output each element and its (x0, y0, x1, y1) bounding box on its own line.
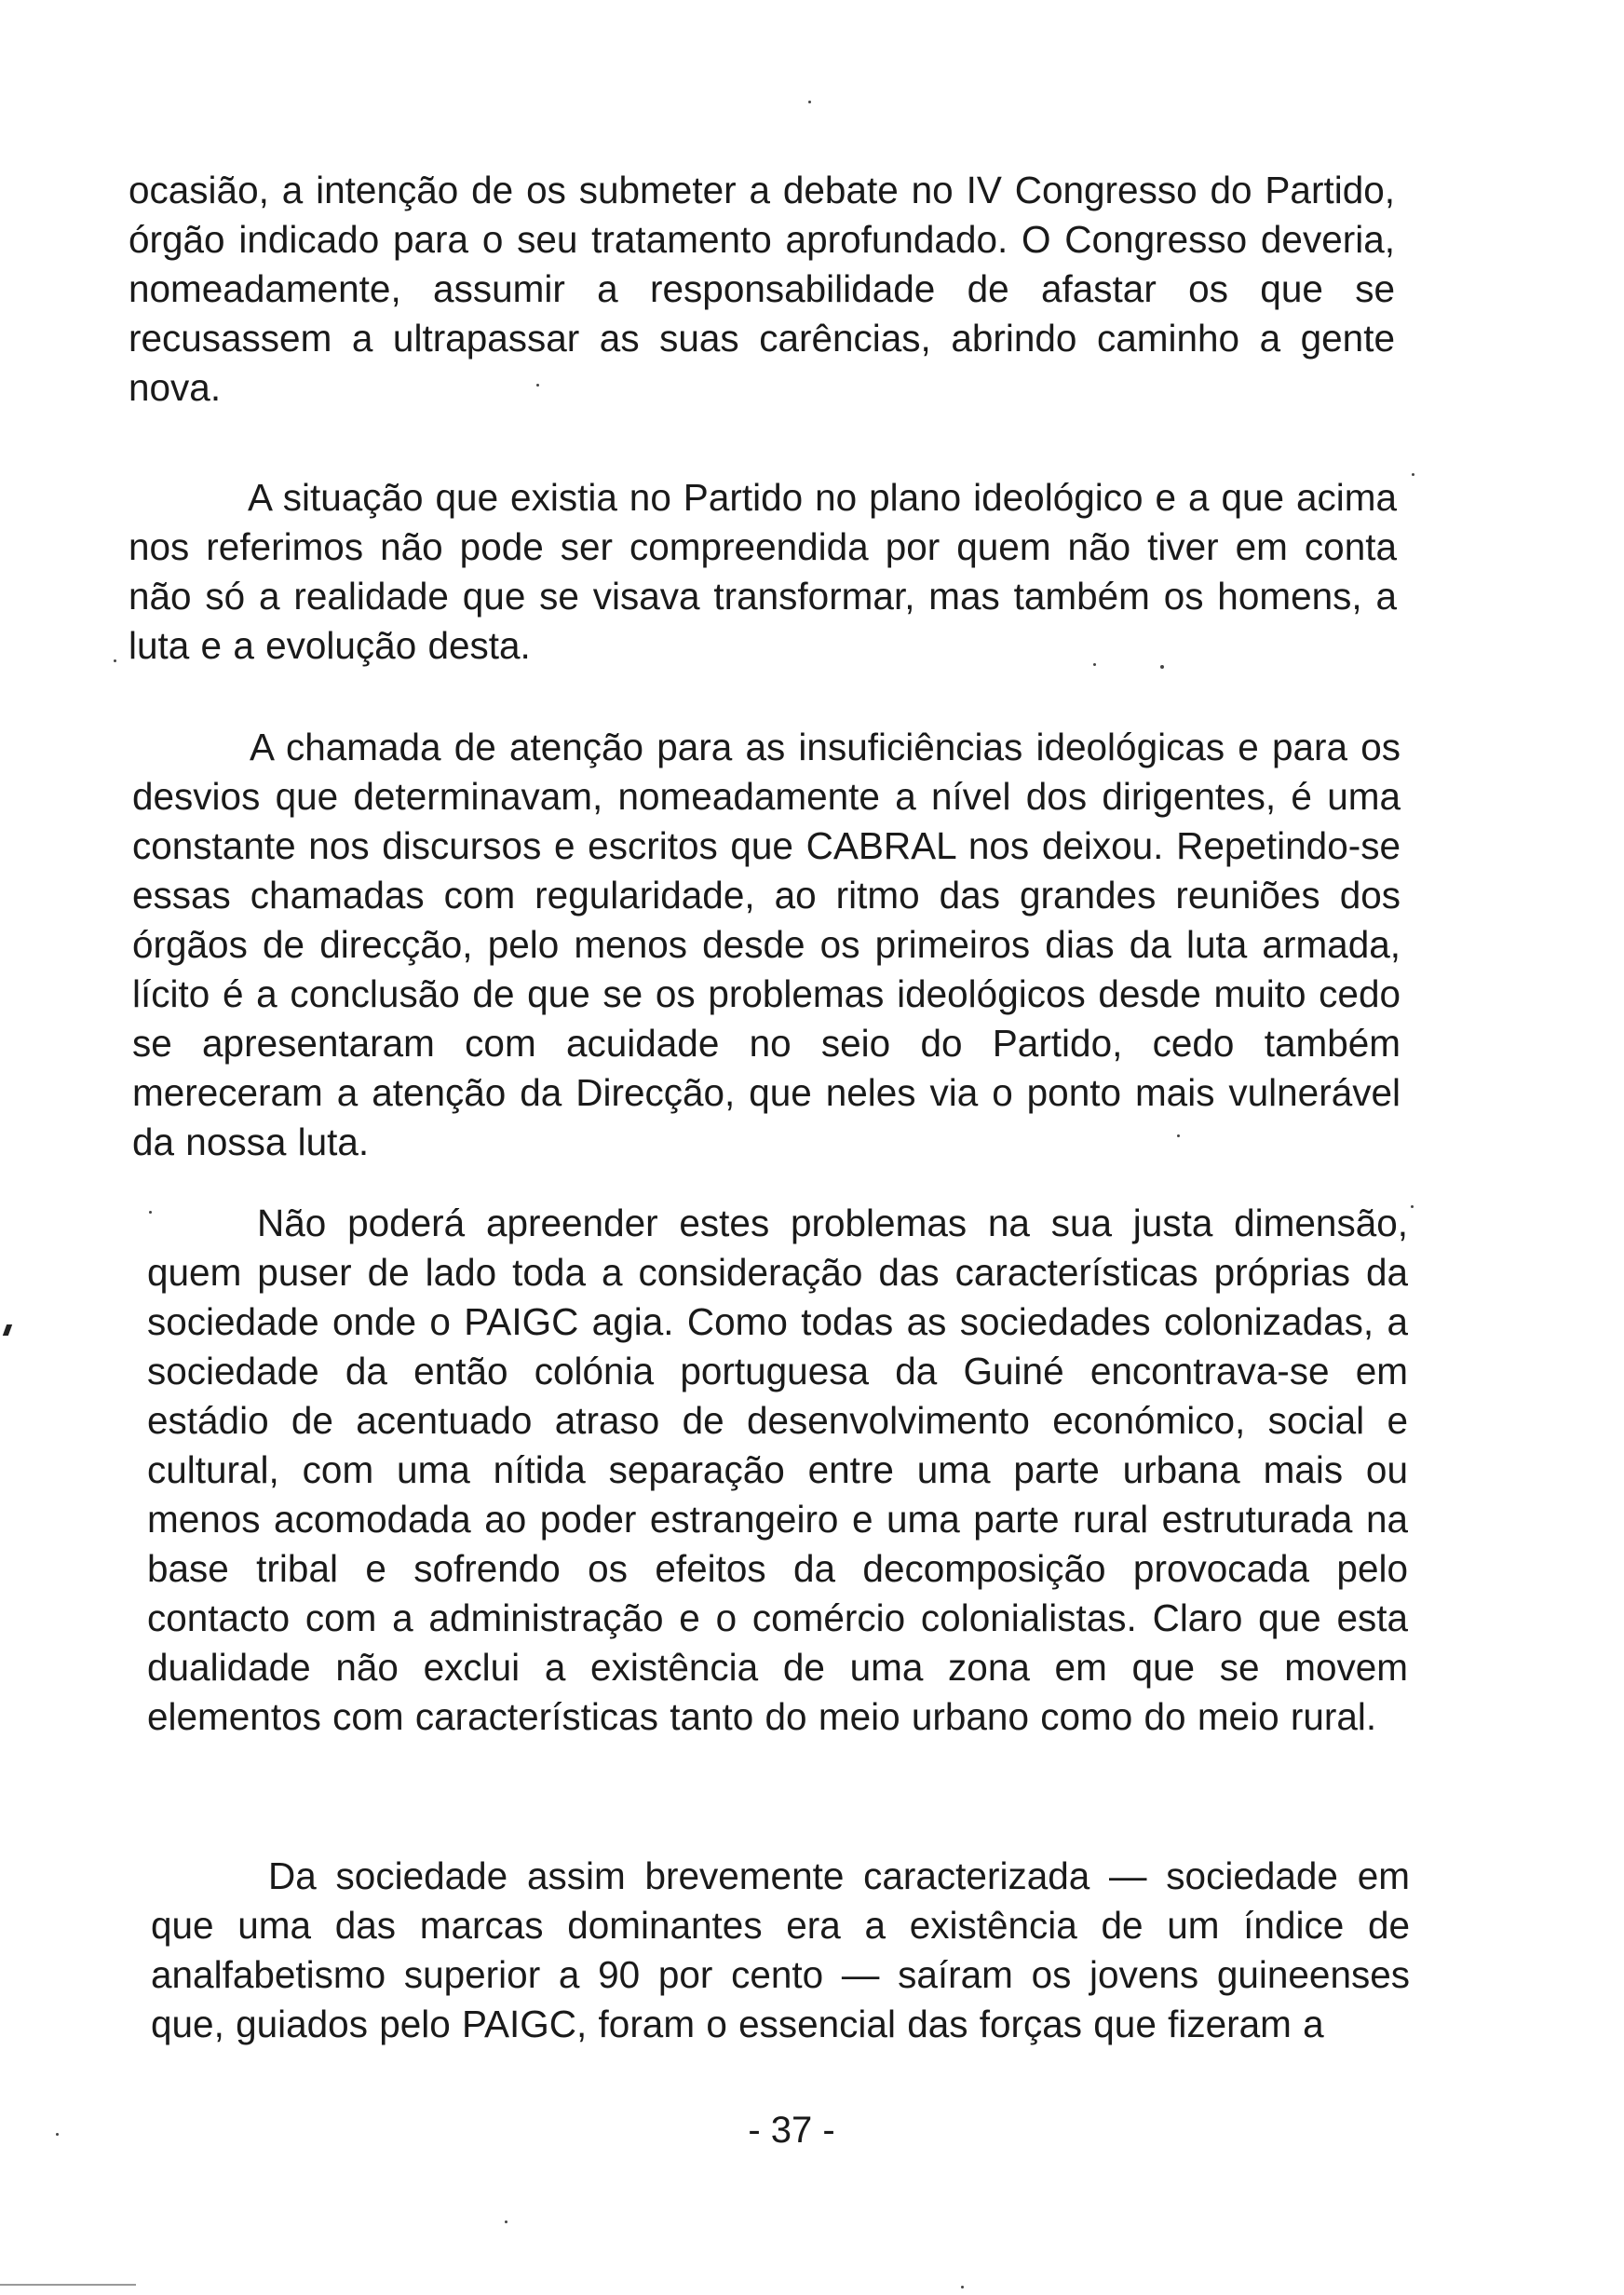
scan-speck (505, 2220, 508, 2223)
scan-speck (1411, 1205, 1414, 1208)
scan-speck (1093, 663, 1096, 666)
scan-speck (961, 2286, 964, 2288)
scan-speck (1412, 473, 1414, 476)
paragraph-1: ocasião, a intenção de os submeter a debate no IV Congresso do Partido, órgão indicado para o seu tratamento aprofundado. O Congresso deveria, nomeadamente, assumir a responsabilidade de afastar os que se recusassem a ultrapassar as suas carências, abrindo caminho a gente nova. (129, 169, 1395, 409)
scan-speck (536, 384, 539, 387)
page-number: - 37 - (748, 2110, 835, 2151)
paragraph-3: A chamada de atenção para as insuficiências ideológicas e para os desvios que determinavam, nomeadamente a nível dos dirigentes, é uma constante nos discursos e escritos que CABRAL nos deixou. Repetindo-se essas chamadas com regularidade, ao ritmo das grandes reuniões dos órgãos de direcção, pelo menos desde os primeiros dias da luta armada, lícito é a conclusão de que se os problemas ideológicos desde muito cedo se apresentaram com acuidade no seio do Partido, cedo também mereceram a atenção da Direcção, que neles via o ponto mais vulnerável da nossa luta. (132, 726, 1401, 1163)
scan-speck (808, 101, 811, 103)
scan-edge-mark (3, 1324, 12, 1336)
scan-speck (1177, 1134, 1180, 1137)
scan-speck (1160, 665, 1164, 669)
scan-speck (56, 2133, 59, 2136)
scan-speck (149, 1211, 152, 1214)
paragraph-5: Da sociedade assim brevemente caracterizada — sociedade em que uma das marcas dominantes era a existência de um índice de analfabetismo superior a 90 por cento — saíram os jovens guineenses que, guiados pelo PAIGC, foram o essencial das forças que fizeram a (151, 1854, 1410, 2045)
scan-speck (114, 659, 116, 662)
scan-bottom-rule (0, 2284, 136, 2286)
paragraph-2: A situação que existia no Partido no plano ideológico e a que acima nos referimos não pode ser compreendida por quem não tiver em conta não só a realidade que se visava transformar, mas também os homens, a luta e a evolução desta. (129, 476, 1397, 667)
paragraph-4: Não poderá apreender estes problemas na sua justa dimensão, quem puser de lado toda a consideração das características próprias da sociedade onde o PAIGC agia. Como todas as sociedades colonizadas, a sociedade da então colónia portuguesa da Guiné encontrava-se em estádio de acentuado atraso de desenvolvimento económico, social e cultural, com uma nítida separação entre uma parte urbana mais ou menos acomodada ao poder estrangeiro e uma parte rural estruturada na base tribal e sofrendo os efeitos da decomposição provocada pelo contacto com a administração e o comércio colonialistas. Claro que esta dualidade não exclui a existência de uma zona em que se movem elementos com características tanto do meio urbano como do meio rural. (147, 1202, 1408, 1738)
